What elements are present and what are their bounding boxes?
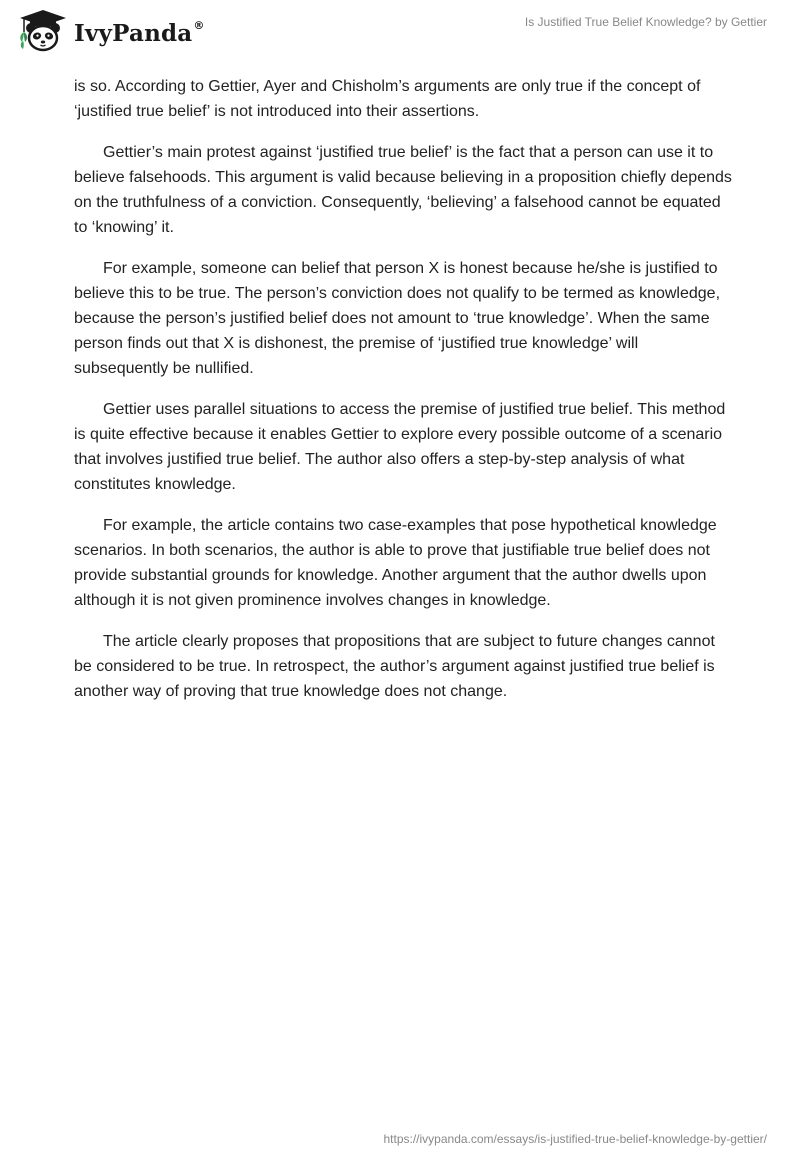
essay-body xyxy=(74,74,734,720)
paragraph: Gettier uses parallel situations to access the premise of justified true belief. This method is quite effective because it enables Gettier to explore every possible outcome of a scenario that involves justified true belief. The author also offers a step-by-step analysis of what constitutes knowledge. xyxy=(74,401,726,493)
brand-name-text: IvyPanda xyxy=(74,19,193,47)
registered-mark: ® xyxy=(193,18,205,32)
document-title: Is Justified True Belief Knowledge? by Gettier xyxy=(524,15,767,29)
paragraph: The article clearly proposes that propositions that are subject to future changes cannot be considered to be true. In retrospect, the author’s argument against justified true belief is another way of proving that true knowledge does not change. xyxy=(74,633,715,700)
ivypanda-logo[interactable] xyxy=(14,8,205,54)
source-url-link[interactable]: https://ivypanda.com/essays/is-justified-true-belief-knowledge-by-gettier/ xyxy=(383,1132,767,1146)
paragraph: Gettier’s main protest against ‘justified true belief’ is the fact that a person can use it to believe falsehoods. This argument is valid because believing in a proposition chiefly depends on the truthfulness of a conviction. Consequently, ‘believing’ a falsehood cannot be equated to ‘knowing’ it. xyxy=(74,144,732,236)
paragraph: is so. According to Gettier, Ayer and Chisholm’s arguments are only true if the concept of ‘justified true belief’ is not introduced into their assertions. xyxy=(74,78,701,120)
panda-graduation-cap-icon xyxy=(14,8,70,54)
paragraph: For example, someone can belief that person X is honest because he/she is justified to believe this to be true. The person’s conviction does not qualify to be termed as knowledge, because the person’s justified belief does not amount to ‘true knowledge’. When the same person finds out that X is dishonest, the premise of ‘justified true knowledge’ will subsequently be nullified. xyxy=(74,260,721,377)
page-header xyxy=(0,0,800,60)
brand-name xyxy=(74,18,205,47)
paragraph: For example, the article contains two case-examples that pose hypothetical knowledge scenarios. In both scenarios, the author is able to prove that justifiable true belief does not provide substantial grounds for knowledge. Another argument that the author dwells upon although it is not given prominence involves changes in knowledge. xyxy=(74,517,717,609)
